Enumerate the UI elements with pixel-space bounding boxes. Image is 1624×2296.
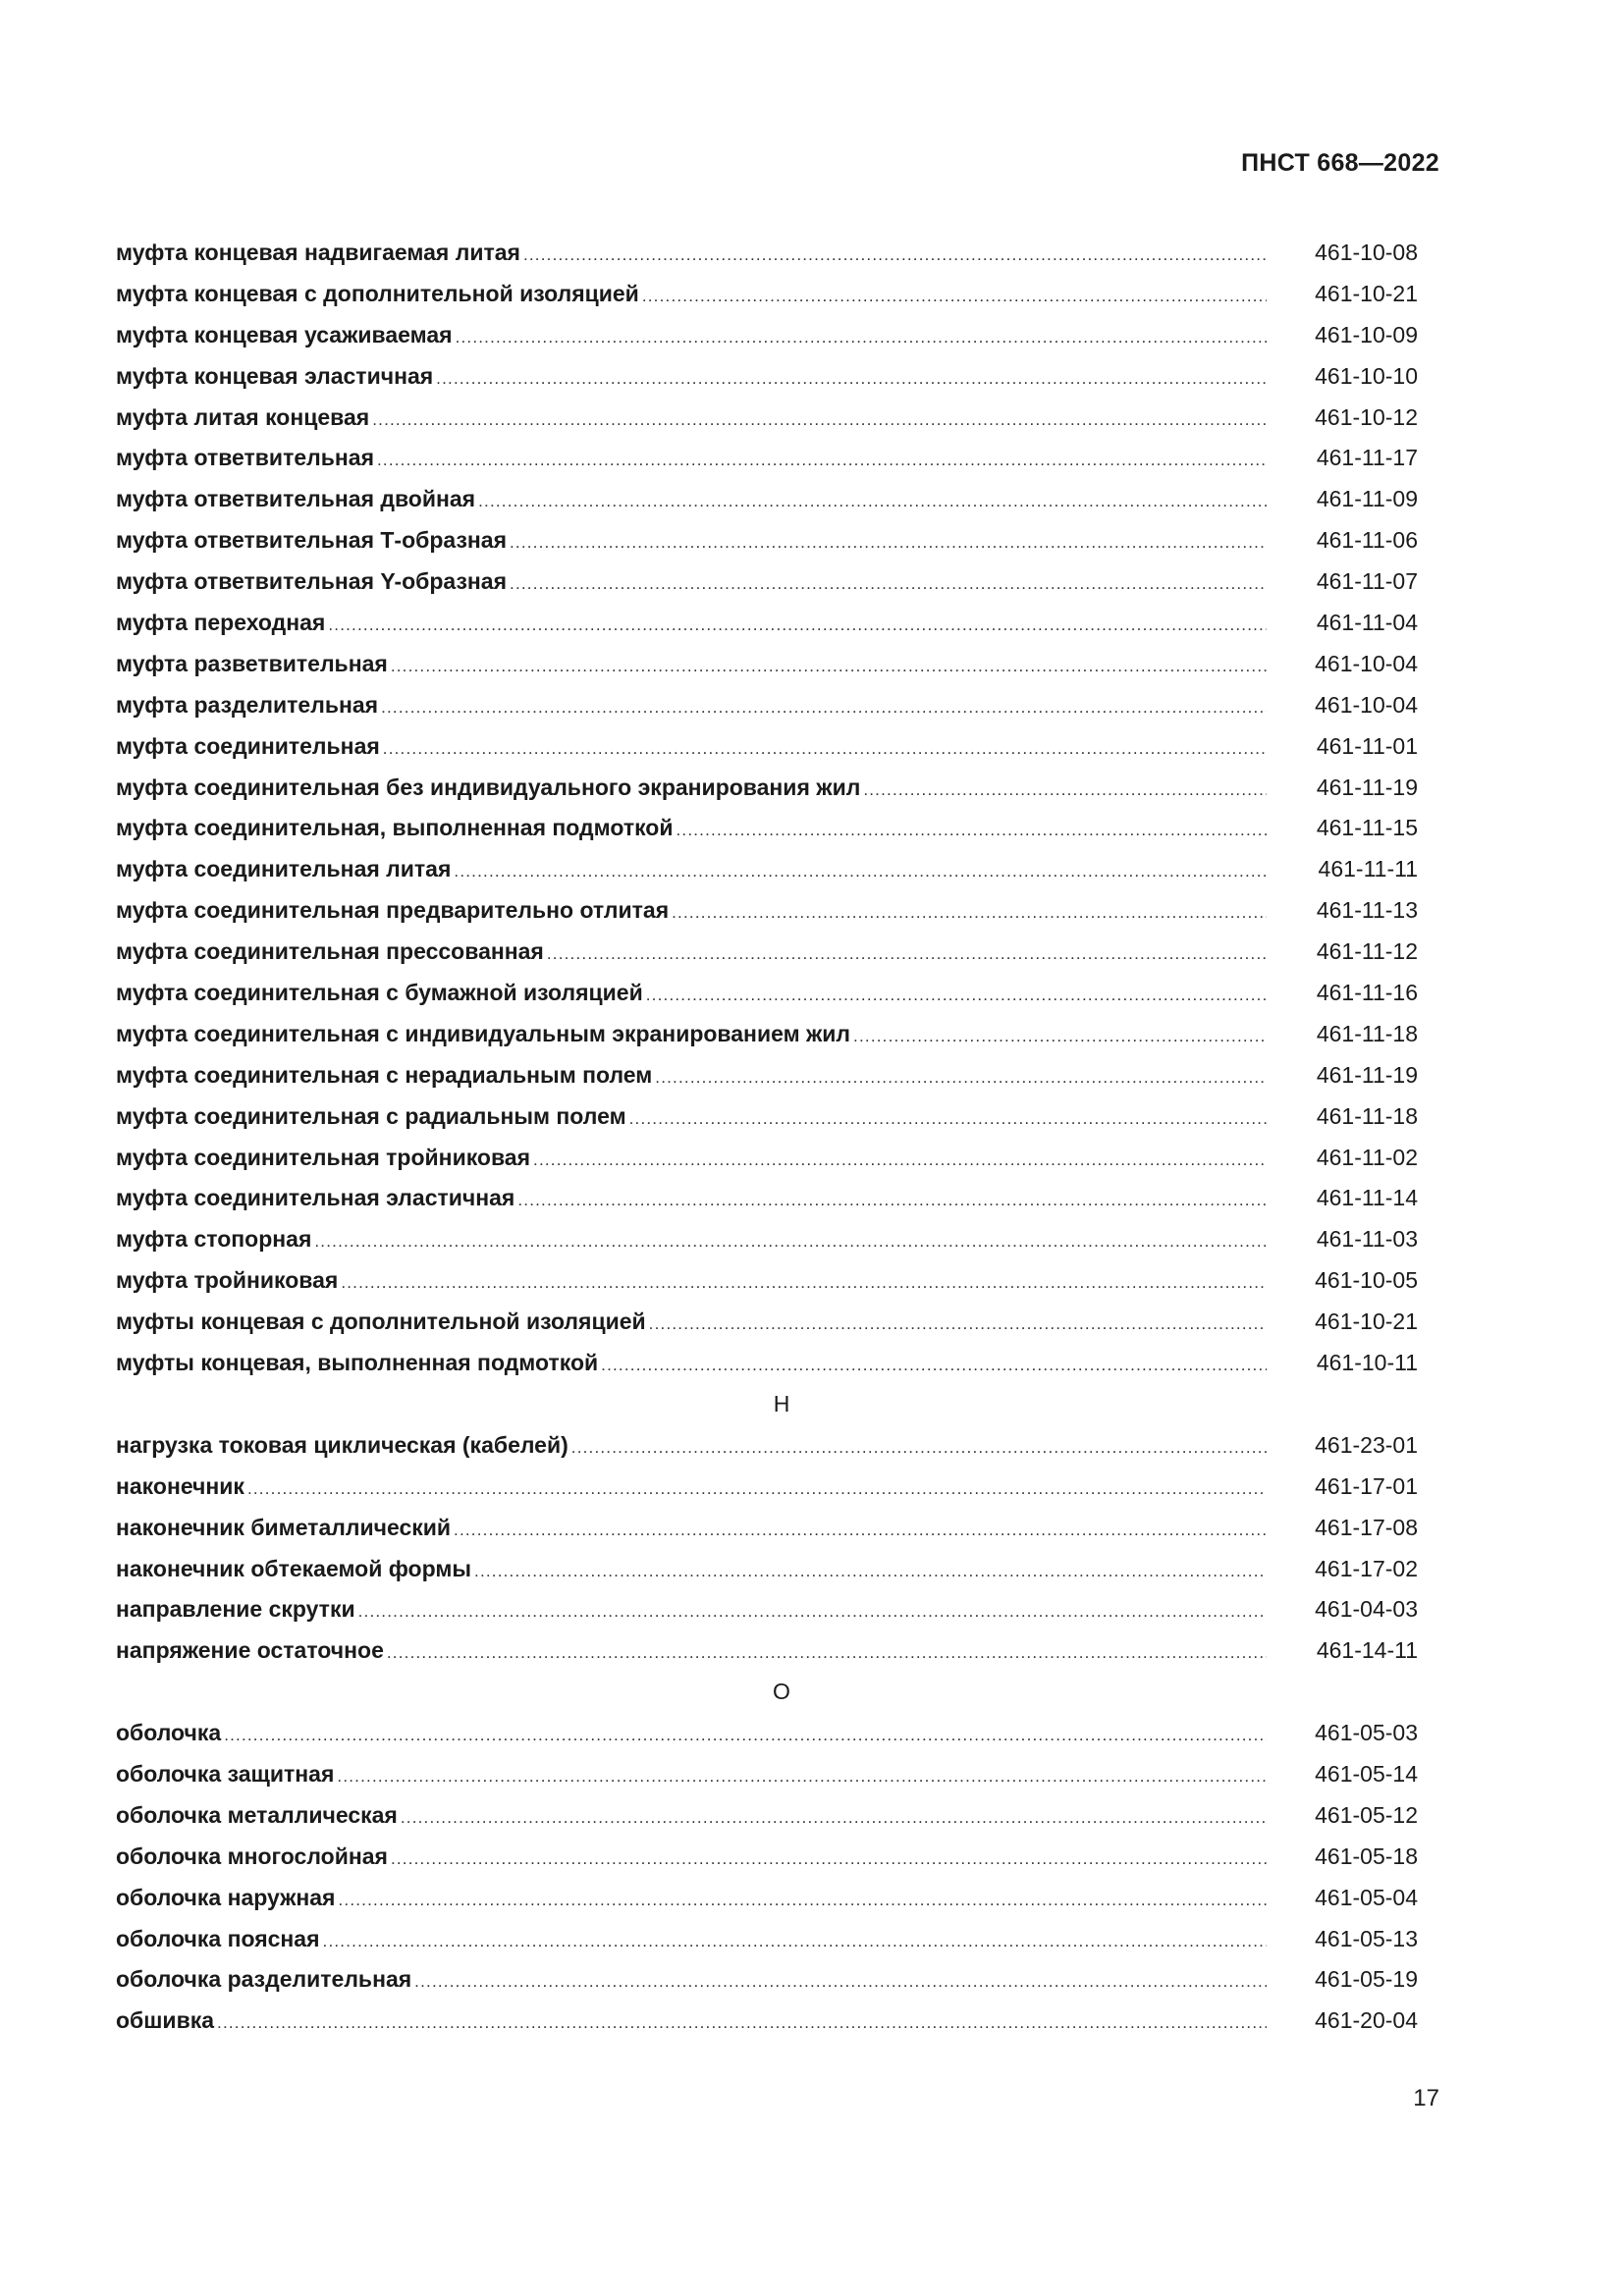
dot-leader	[217, 2002, 1267, 2044]
index-term: муфта соединительная, выполненная подмоткой	[116, 815, 674, 841]
index-entry	[116, 274, 1418, 315]
dot-leader	[523, 235, 1267, 276]
dot-leader	[337, 1756, 1267, 1797]
index-code: 461-10-21	[1315, 280, 1418, 306]
index-code: 461-04-03	[1315, 1596, 1418, 1623]
dot-leader	[247, 1468, 1267, 1510]
index-code: 461-11-19	[1316, 774, 1418, 800]
index-code: 461-10-11	[1316, 1350, 1418, 1376]
dot-leader	[649, 1304, 1267, 1345]
index-entry	[116, 561, 1418, 603]
index-term: муфта концевая надвигаемая литая	[116, 240, 520, 265]
index-code: 461-11-06	[1316, 527, 1418, 554]
index-entry	[116, 1219, 1418, 1260]
dot-leader	[571, 1427, 1267, 1468]
index-term: муфта литая концевая	[116, 403, 370, 430]
index-term: муфта соединительная с бумажной изоляцией	[116, 980, 643, 1006]
index-entry	[116, 1754, 1418, 1795]
index-code: 461-10-09	[1315, 321, 1418, 347]
index-entry	[116, 356, 1418, 398]
index-code: 461-11-13	[1316, 897, 1418, 924]
index-term: муфта соединительная прессованная	[116, 938, 544, 965]
index-code: 461-11-19	[1316, 1061, 1418, 1088]
dot-leader	[642, 276, 1267, 317]
index-term: муфты концевая с дополнительной изоляцией	[116, 1308, 646, 1335]
dot-leader	[646, 975, 1267, 1016]
index-term: оболочка металлическая	[116, 1801, 398, 1828]
index-code: 461-10-10	[1315, 362, 1418, 389]
index-entry	[116, 768, 1418, 809]
index-entry	[116, 1878, 1418, 1919]
index-code: 461-10-08	[1315, 240, 1418, 265]
index-term: муфта концевая с дополнительной изоляцией	[116, 280, 639, 306]
index-term: муфта ответвительная двойная	[116, 486, 476, 512]
index-entry	[116, 1260, 1418, 1302]
index-term: муфта соединительная литая	[116, 856, 452, 882]
index-code: 461-20-04	[1315, 2007, 1418, 2034]
dot-leader	[372, 400, 1267, 441]
dot-leader	[853, 1016, 1267, 1057]
dot-leader	[456, 317, 1267, 358]
dot-leader	[328, 605, 1267, 646]
index-entry	[116, 808, 1418, 849]
dot-leader	[341, 1262, 1267, 1304]
index-term: муфта разветвительная	[116, 650, 388, 676]
index-term: муфта соединительная предварительно отлитая	[116, 897, 670, 924]
dot-leader	[436, 358, 1267, 400]
index-entry	[116, 1055, 1418, 1096]
index-code: 461-10-21	[1315, 1308, 1418, 1335]
index-code: 461-11-16	[1316, 980, 1418, 1006]
index-code: 461-17-02	[1315, 1555, 1418, 1581]
index-code: 461-10-04	[1315, 650, 1418, 676]
dot-leader	[517, 1180, 1267, 1221]
dot-leader	[381, 687, 1267, 728]
dot-leader	[547, 934, 1267, 975]
index-term: муфта концевая усаживаемая	[116, 321, 453, 347]
dot-leader	[672, 892, 1267, 934]
term-index	[116, 233, 1418, 2042]
index-term: оболочка многослойная	[116, 1842, 388, 1869]
index-entry	[116, 1837, 1418, 1878]
index-entry	[116, 1959, 1418, 2001]
index-entry	[116, 1630, 1418, 1672]
index-code: 461-14-11	[1316, 1637, 1418, 1664]
dot-leader	[601, 1345, 1267, 1386]
index-term: оболочка разделительная	[116, 1966, 412, 1993]
dot-leader	[533, 1140, 1267, 1181]
index-code: 461-11-17	[1316, 445, 1418, 471]
index-term: муфта соединительная эластичная	[116, 1185, 515, 1211]
index-entry	[116, 932, 1418, 973]
index-entry	[116, 2001, 1418, 2042]
index-term: нагрузка токовая циклическая (кабелей)	[116, 1431, 568, 1458]
index-term: муфта соединительная с радиальным полем	[116, 1102, 626, 1129]
index-entry	[116, 1713, 1418, 1754]
index-entry	[116, 685, 1418, 726]
dot-leader	[377, 440, 1267, 481]
index-code: 461-11-11	[1318, 856, 1418, 882]
dot-leader	[863, 770, 1267, 811]
dot-leader	[383, 728, 1267, 770]
index-entry	[116, 644, 1418, 685]
index-term: муфта соединительная с нерадиальным полем	[116, 1061, 653, 1088]
index-term: муфта ответвительная Y-образная	[116, 568, 508, 595]
index-entry	[116, 398, 1418, 439]
index-code: 461-10-12	[1315, 403, 1418, 430]
index-entry	[116, 1014, 1418, 1055]
dot-leader	[314, 1221, 1267, 1262]
index-term: муфта соединительная без индивидуального экранирования жил	[116, 774, 861, 800]
dot-leader	[224, 1715, 1267, 1756]
dot-leader	[391, 646, 1267, 687]
index-term: наконечник обтекаемой формы	[116, 1555, 472, 1581]
index-code: 461-11-07	[1316, 568, 1418, 595]
index-entry	[116, 1795, 1418, 1837]
index-entry	[116, 849, 1418, 890]
index-code: 461-11-18	[1316, 1020, 1418, 1046]
index-code: 461-17-01	[1315, 1472, 1418, 1499]
index-term: муфта ответвительная	[116, 445, 374, 471]
index-term: муфта концевая эластичная	[116, 362, 434, 389]
index-code: 461-11-18	[1316, 1102, 1418, 1129]
index-term: оболочка	[116, 1720, 222, 1746]
dot-leader	[510, 522, 1267, 563]
index-term: муфта соединительная	[116, 732, 380, 759]
dot-leader	[629, 1098, 1267, 1140]
index-term: муфта стопорная	[116, 1226, 312, 1253]
index-code: 461-11-15	[1316, 815, 1418, 841]
index-term: муфты концевая, выполненная подмоткой	[116, 1350, 599, 1376]
index-entry	[116, 438, 1418, 479]
dot-leader	[478, 481, 1267, 522]
index-code: 461-11-01	[1316, 732, 1418, 759]
index-code: 461-10-05	[1315, 1267, 1418, 1294]
dot-leader	[510, 563, 1267, 605]
dot-leader	[414, 1961, 1267, 2002]
dot-leader	[676, 810, 1267, 851]
dot-leader	[323, 1921, 1267, 1962]
page-number: 17	[1413, 2085, 1439, 2111]
dot-leader	[474, 1551, 1267, 1592]
index-code: 461-11-04	[1316, 610, 1418, 636]
index-term: оболочка поясная	[116, 1925, 320, 1951]
index-term: муфта тройниковая	[116, 1267, 339, 1294]
index-term: муфта разделительная	[116, 691, 379, 718]
dot-leader	[338, 1880, 1267, 1921]
index-term: обшивка	[116, 2007, 215, 2034]
index-code: 461-10-04	[1315, 691, 1418, 718]
index-term: наконечник биметаллический	[116, 1514, 452, 1540]
dot-leader	[454, 851, 1267, 892]
index-entry	[116, 1096, 1418, 1138]
section-letter: Н	[773, 1390, 790, 1416]
index-entry	[116, 1343, 1418, 1384]
index-entry	[116, 1302, 1418, 1343]
index-term: муфта соединительная тройниковая	[116, 1144, 531, 1170]
index-entry	[116, 1467, 1418, 1508]
document-code: ПНСТ 668—2022	[1241, 149, 1439, 177]
index-entry	[116, 1919, 1418, 1960]
index-entry	[116, 890, 1418, 932]
index-term: муфта соединительная с индивидуальным экранированием жил	[116, 1020, 851, 1046]
index-entry	[116, 1178, 1418, 1219]
index-entry	[116, 520, 1418, 561]
index-code: 461-11-12	[1316, 938, 1418, 965]
dot-leader	[655, 1057, 1267, 1098]
index-code: 461-05-14	[1315, 1760, 1418, 1787]
index-entry	[116, 603, 1418, 644]
index-code: 461-11-14	[1316, 1185, 1418, 1211]
index-code: 461-05-13	[1315, 1925, 1418, 1951]
index-term: наконечник	[116, 1472, 244, 1499]
dot-leader	[454, 1510, 1267, 1551]
index-entry	[116, 1425, 1418, 1467]
index-code: 461-05-04	[1315, 1884, 1418, 1910]
index-code: 461-05-18	[1315, 1842, 1418, 1869]
index-term: оболочка защитная	[116, 1760, 335, 1787]
index-code: 461-05-03	[1315, 1720, 1418, 1746]
dot-leader	[391, 1839, 1267, 1880]
dot-leader	[358, 1591, 1267, 1632]
index-code: 461-11-09	[1316, 486, 1418, 512]
index-entry	[116, 1549, 1418, 1590]
section-letter: О	[773, 1679, 790, 1705]
index-entry	[116, 1138, 1418, 1179]
index-term: муфта ответвительная Т-образная	[116, 527, 507, 554]
dot-leader	[387, 1632, 1267, 1674]
index-code: 461-11-02	[1316, 1144, 1418, 1170]
index-entry	[116, 973, 1418, 1014]
index-term: направление скрутки	[116, 1596, 355, 1623]
index-entry	[116, 1508, 1418, 1549]
index-term: напряжение остаточное	[116, 1637, 384, 1664]
index-entry	[116, 726, 1418, 768]
index-code: 461-17-08	[1315, 1514, 1418, 1540]
index-term: муфта переходная	[116, 610, 326, 636]
index-entry	[116, 233, 1418, 274]
index-term: оболочка наружная	[116, 1884, 336, 1910]
index-entry	[116, 479, 1418, 520]
index-entry	[116, 1589, 1418, 1630]
dot-leader	[401, 1797, 1267, 1839]
index-entry	[116, 315, 1418, 356]
index-code: 461-05-19	[1315, 1966, 1418, 1993]
index-code: 461-11-03	[1316, 1226, 1418, 1253]
index-code: 461-05-12	[1315, 1801, 1418, 1828]
index-code: 461-23-01	[1315, 1431, 1418, 1458]
